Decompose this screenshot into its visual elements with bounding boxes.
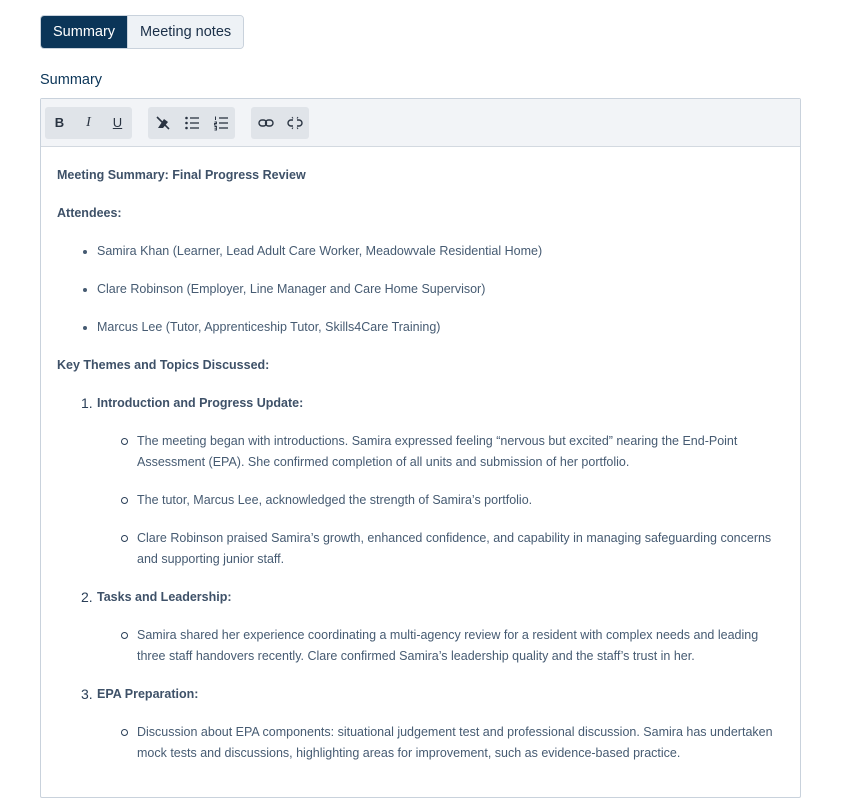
summary-field-label: Summary bbox=[40, 72, 103, 88]
link-group bbox=[251, 107, 309, 139]
clear-format-icon bbox=[155, 115, 171, 131]
editor-content[interactable] bbox=[41, 147, 800, 764]
list-item: • Samira Khan (Learner, Lead Adult Care Worker, Meadowvale Residential Home) bbox=[97, 241, 784, 262]
theme-item bbox=[81, 587, 784, 667]
link-icon bbox=[258, 115, 274, 131]
list-item: Clare Robinson praised Samira’s growth, enhanced confidence, and capability in managing safeguarding concerns and supporting junior staff. bbox=[137, 528, 784, 570]
list-item: The meeting began with introductions. Samira expressed feeling “nervous but excited” nearing the End-Point Assessment (EPA). She confirmed completion of all units and submission of her portfolio. bbox=[137, 431, 784, 473]
clear-format-button[interactable] bbox=[148, 107, 177, 139]
list-group bbox=[148, 107, 235, 139]
bullet-list-button[interactable] bbox=[177, 107, 206, 139]
bullet-list-icon bbox=[184, 115, 200, 131]
unlink-button[interactable] bbox=[280, 107, 309, 139]
theme-item bbox=[81, 393, 784, 570]
list-item: The tutor, Marcus Lee, acknowledged the strength of Samira’s portfolio. bbox=[137, 490, 784, 511]
tab-summary[interactable]: Summary bbox=[41, 16, 127, 48]
bold-icon: B bbox=[54, 115, 65, 130]
list-item: Discussion about EPA components: situational judgement test and professional discussion. Samira has undertaken mock tests and discussions, highlighting areas for improvement, such as evidence-based practice. bbox=[137, 722, 784, 764]
attendees-heading: Attendees: bbox=[57, 205, 122, 220]
theme-points bbox=[97, 625, 784, 667]
bold-button[interactable] bbox=[45, 107, 74, 139]
tab-meeting-notes[interactable]: Meeting notes bbox=[127, 16, 243, 48]
format-group bbox=[45, 107, 132, 139]
theme-title: Tasks and Leadership: bbox=[97, 590, 232, 604]
rich-text-editor bbox=[40, 98, 801, 798]
list-item: Samira shared her experience coordinating a multi-agency review for a resident with complex needs and leading three staff handovers recently. Clare confirmed Samira’s leadership quality and the staff’s trust in her. bbox=[137, 625, 784, 667]
unlink-icon bbox=[287, 115, 303, 131]
list-item: • Clare Robinson (Employer, Line Manager and Care Home Supervisor) bbox=[97, 279, 784, 300]
summary-title: Meeting Summary: Final Progress Review bbox=[57, 167, 306, 182]
themes-list bbox=[57, 393, 784, 764]
numbered-list-icon bbox=[213, 115, 229, 131]
underline-icon: U bbox=[112, 115, 123, 130]
theme-points bbox=[97, 722, 784, 764]
theme-title: Introduction and Progress Update: bbox=[97, 396, 304, 410]
themes-heading: Key Themes and Topics Discussed: bbox=[57, 357, 270, 372]
editor-toolbar bbox=[41, 99, 800, 147]
tab-bar bbox=[40, 15, 244, 49]
theme-title: EPA Preparation: bbox=[97, 687, 199, 701]
italic-button[interactable] bbox=[74, 107, 103, 139]
theme-number: 2. bbox=[81, 589, 93, 605]
link-button[interactable] bbox=[251, 107, 280, 139]
theme-number: 3. bbox=[81, 686, 93, 702]
numbered-list-button[interactable] bbox=[206, 107, 235, 139]
underline-button[interactable] bbox=[103, 107, 132, 139]
attendees-list bbox=[57, 241, 784, 338]
italic-icon: I bbox=[86, 114, 91, 130]
list-item: • Marcus Lee (Tutor, Apprenticeship Tutor, Skills4Care Training) bbox=[97, 317, 784, 338]
theme-points bbox=[97, 431, 784, 570]
theme-number: 1. bbox=[81, 395, 93, 411]
theme-item bbox=[81, 684, 784, 764]
